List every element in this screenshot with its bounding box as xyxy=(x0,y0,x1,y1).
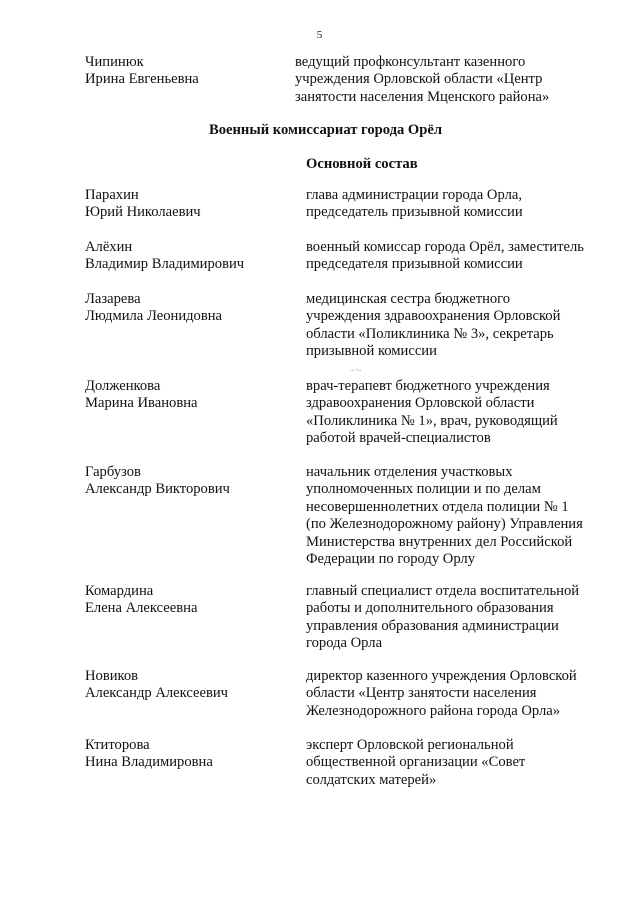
member-name xyxy=(85,187,285,222)
subsection-title: Основной состав xyxy=(306,156,418,172)
scan-speck xyxy=(351,368,361,372)
role-line: Федерации по городу Орлу xyxy=(306,551,476,568)
role-line: солдатских матерей» xyxy=(306,771,437,788)
role-line: учреждения здравоохранения Орловской xyxy=(306,308,561,325)
role-line: города Орла xyxy=(306,635,383,652)
member-name xyxy=(85,737,285,772)
member-surname: Парахин xyxy=(85,187,139,203)
member-role xyxy=(306,583,606,653)
role-line: области «Центр занятости населения xyxy=(306,685,537,702)
member-surname: Ктиторова xyxy=(85,737,150,753)
member-name xyxy=(85,668,285,703)
role-line: области «Поликлиника № 3», секретарь xyxy=(306,325,554,342)
role-line: управления образования администрации xyxy=(306,617,559,634)
role-line: председатель призывной комиссии xyxy=(306,204,523,221)
role-line: глава администрации города Орла, xyxy=(306,187,522,203)
member-surname: Комардина xyxy=(85,583,154,599)
role-line: директор казенного учреждения Орловской xyxy=(306,668,577,684)
member-role xyxy=(295,54,595,106)
member-given-names: Людмила Леонидовна xyxy=(85,308,223,325)
member-given-names: Елена Алексеевна xyxy=(85,600,198,617)
member-role xyxy=(306,239,606,274)
role-line: медицинская сестра бюджетного xyxy=(306,291,511,307)
member-surname: Долженкова xyxy=(85,378,161,394)
role-line: (по Железнодорожному району) Управления xyxy=(306,516,583,533)
member-surname: Гарбузов xyxy=(85,464,141,480)
role-line: председателя призывной комиссии xyxy=(306,256,523,273)
role-line: уполномоченных полиции и по делам xyxy=(306,481,541,498)
role-line: эксперт Орловской региональной xyxy=(306,737,514,753)
role-line: военный комиссар города Орёл, заместитель xyxy=(306,239,584,255)
member-name xyxy=(85,54,285,89)
member-name xyxy=(85,239,285,274)
role-line: призывной комиссии xyxy=(306,343,437,360)
role-line: «Поликлиника № 1», врач, руководящий xyxy=(306,412,558,429)
member-given-names: Юрий Николаевич xyxy=(85,204,201,221)
member-name xyxy=(85,583,285,618)
role-line: работой врачей-специалистов xyxy=(306,430,491,447)
member-name xyxy=(85,378,285,413)
role-line: врач-терапевт бюджетного учреждения xyxy=(306,378,550,394)
role-line: Министерства внутренних дел Российской xyxy=(306,533,573,550)
role-line: несовершеннолетних отдела полиции № 1 xyxy=(306,498,569,515)
member-role xyxy=(306,737,606,789)
role-line: ведущий профконсультант казенного xyxy=(295,54,526,70)
member-surname: Алёхин xyxy=(85,239,133,255)
page-number: 5 xyxy=(316,29,323,41)
member-role xyxy=(306,668,606,720)
member-given-names: Владимир Владимирович xyxy=(85,256,245,273)
role-line: общественной организации «Совет xyxy=(306,754,526,771)
member-surname: Чипинюк xyxy=(85,54,144,70)
role-line: работы и дополнительного образования xyxy=(306,600,554,617)
role-line: здравоохранения Орловской области xyxy=(306,395,535,412)
section-title: Военный комиссариат города Орёл xyxy=(209,122,443,138)
member-role xyxy=(306,378,606,448)
member-name xyxy=(85,291,285,326)
member-role xyxy=(306,291,606,361)
member-surname: Лазарева xyxy=(85,291,141,307)
member-given-names: Александр Викторович xyxy=(85,481,230,498)
role-line: Железнодорожного района города Орла» xyxy=(306,702,561,719)
role-line: учреждения Орловской области «Центр xyxy=(295,71,543,88)
member-name xyxy=(85,464,285,499)
role-line: занятости населения Мценского района» xyxy=(295,88,550,105)
member-given-names: Александр Алексеевич xyxy=(85,685,229,702)
member-given-names: Ирина Евгеньевна xyxy=(85,71,199,88)
member-role xyxy=(306,464,606,568)
member-given-names: Марина Ивановна xyxy=(85,395,198,412)
member-surname: Новиков xyxy=(85,668,139,684)
role-line: начальник отделения участковых xyxy=(306,464,513,480)
role-line: главный специалист отдела воспитательной xyxy=(306,583,580,599)
member-role xyxy=(306,187,606,222)
member-given-names: Нина Владимировна xyxy=(85,754,213,771)
